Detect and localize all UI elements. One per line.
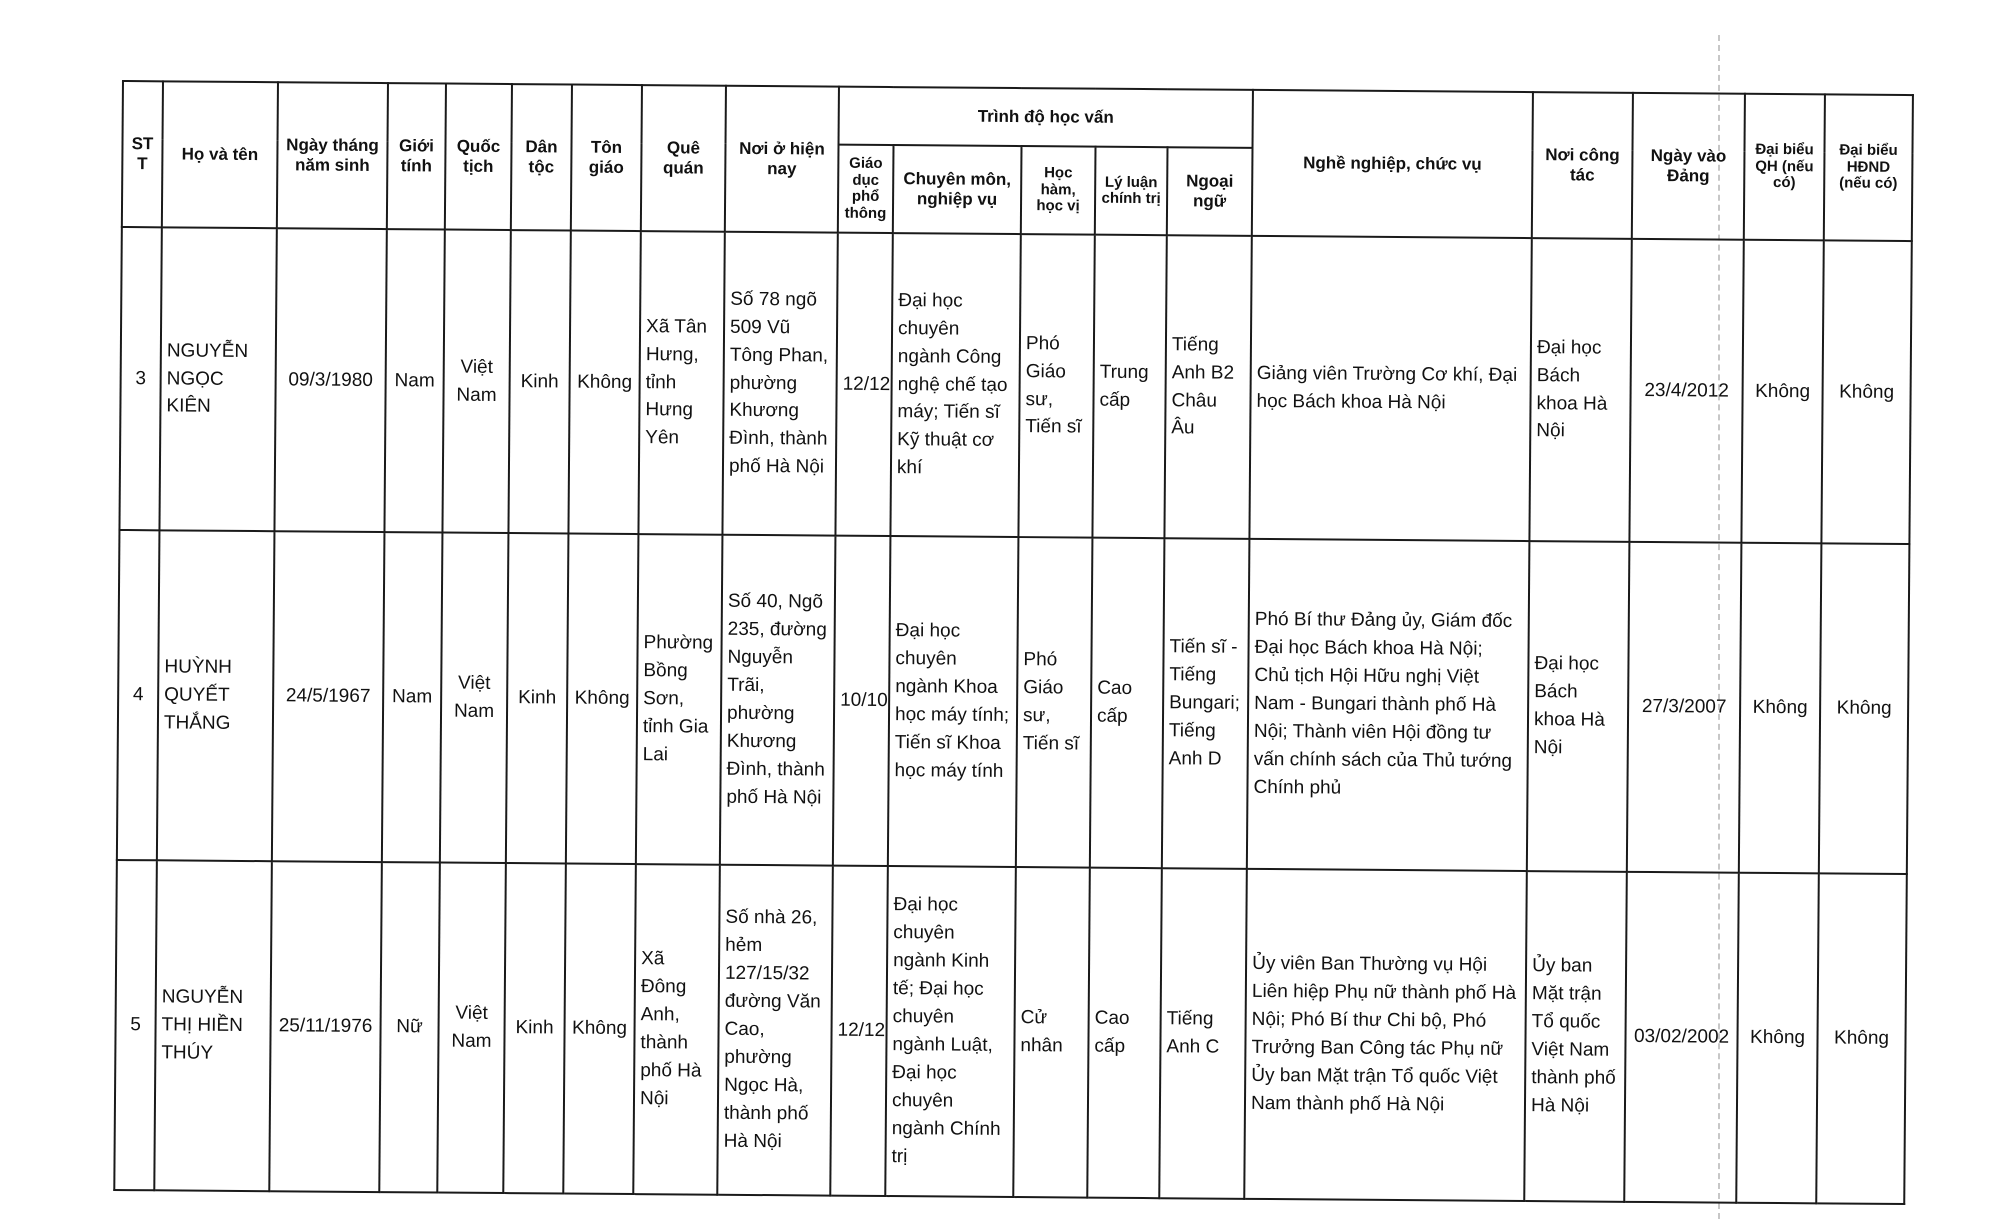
- header-que-quan: Quê quán: [641, 85, 726, 232]
- cell-stt: 4: [117, 530, 160, 860]
- cell-hoc-ham: Phó Giáo sư, Tiến sĩ: [1016, 537, 1093, 868]
- cell-ngoai-ngu: Tiếng Anh C: [1159, 868, 1247, 1199]
- cell-noi-cong-tac: Đại học Bách khoa Hà Nội: [1527, 541, 1630, 872]
- header-giao-duc: Giáo dục phổ thông: [838, 145, 894, 233]
- cell-gioi-tinh: Nữ: [379, 862, 440, 1192]
- cell-quoc-tich: Việt Nam: [440, 533, 509, 864]
- header-quoc-tich: Quốc tịch: [445, 84, 512, 231]
- cell-ngay-vao-dang: 27/3/2007: [1627, 542, 1742, 873]
- cell-dai-bieu-qh: Không: [1736, 873, 1819, 1204]
- cell-dai-bieu-hdnd: Không: [1821, 240, 1911, 544]
- cell-gioi-tinh: Nam: [384, 229, 444, 532]
- cell-stt: 5: [114, 860, 157, 1190]
- cell-giao-duc: 12/12: [835, 233, 892, 536]
- cell-dai-bieu-qh: Không: [1739, 543, 1822, 874]
- candidate-table: [113, 80, 1914, 1205]
- header-ho-ten: Họ và tên: [162, 81, 278, 228]
- cell-hoc-ham: Cử nhân: [1013, 867, 1090, 1198]
- cell-chuyen-mon: Đại học chuyên ngành Kinh tế; Đại học chuyên ngành Luật, Đại học chuyên ngành Chính trị: [885, 866, 1016, 1197]
- header-hoc-ham: Học hàm, học vị: [1021, 146, 1096, 235]
- cell-dan-toc: Kinh: [503, 863, 566, 1193]
- cell-ton-giao: Không: [563, 864, 636, 1195]
- cell-giao-duc: 12/12: [830, 866, 888, 1196]
- header-ngay-vao-dang: Ngày vào Đảng: [1632, 93, 1745, 240]
- header-dan-toc: Dân tộc: [511, 84, 572, 230]
- cell-chuyen-mon: Đại học chuyên ngành Công nghệ chế tạo máy; Tiến sĩ Kỹ thuật cơ khí: [890, 233, 1020, 537]
- cell-noi-o: Số 78 ngõ 509 Vũ Tông Phan, phường Khương Đình, thành phố Hà Nội: [722, 232, 837, 536]
- header-ngoai-ngu: Ngoại ngữ: [1167, 147, 1253, 236]
- cell-que-quan: Phường Bồng Sơn, tỉnh Gia Lai: [636, 534, 723, 865]
- cell-ngoai-ngu: Tiến sĩ - Tiếng Bungari; Tiếng Anh D: [1162, 538, 1250, 869]
- table-row: [117, 530, 1910, 874]
- cell-ho-ten: NGUYỄN THỊ HIỀN THÚY: [154, 860, 272, 1191]
- cell-ho-ten: HUỲNH QUYẾT THẮNG: [157, 530, 275, 861]
- header-dai-bieu-hdnd: Đại biểu HĐND (nếu có): [1824, 94, 1913, 241]
- cell-ngay-sinh: 09/3/1980: [274, 228, 386, 532]
- cell-ly-luan: Cao cấp: [1087, 868, 1162, 1199]
- cell-ngay-vao-dang: 03/02/2002: [1624, 872, 1739, 1203]
- header-ngay-sinh: Ngày tháng năm sinh: [277, 82, 388, 229]
- cell-ngoai-ngu: Tiếng Anh B2 Châu Âu: [1164, 235, 1251, 539]
- table-row: [119, 227, 1911, 544]
- cell-noi-cong-tac: Đại học Bách khoa Hà Nội: [1529, 238, 1631, 542]
- cell-ngay-sinh: 24/5/1967: [272, 531, 385, 862]
- header-noi-cong-tac: Nơi công tác: [1532, 92, 1633, 239]
- table-row: [114, 860, 1907, 1204]
- cell-quoc-tich: Việt Nam: [442, 230, 510, 534]
- cell-gioi-tinh: Nam: [382, 532, 443, 862]
- header-dai-bieu-qh: Đại biểu QH (nếu có): [1744, 94, 1825, 241]
- cell-nghe-nghiep: Giảng viên Trường Cơ khí, Đại học Bách khoa Hà Nội: [1249, 236, 1531, 541]
- cell-ly-luan: Trung cấp: [1092, 235, 1166, 539]
- cell-noi-o: Số nhà 26, hẻm 127/15/32 đường Văn Cao, phường Ngọc Hà, thành phố Hà Nội: [717, 865, 833, 1196]
- cell-que-quan: Xã Tân Hưng, tỉnh Hưng Yên: [638, 231, 724, 535]
- header-chuyen-mon: Chuyên môn, nghiệp vụ: [893, 145, 1022, 234]
- header-ly-luan: Lý luận chính trị: [1095, 147, 1168, 236]
- cell-ngay-vao-dang: 23/4/2012: [1629, 239, 1743, 543]
- cell-hoc-ham: Phó Giáo sư, Tiến sĩ: [1018, 234, 1094, 538]
- cell-que-quan: Xã Đông Anh, thành phố Hà Nội: [633, 864, 720, 1195]
- cell-nghe-nghiep: Ủy viên Ban Thường vụ Hội Liên hiệp Phụ nữ thành phố Hà Nội; Phó Bí thư Chi bộ, Phó Trưởng Ban Công tác Phụ nữ Ủy ban Mặt trận Tổ quốc Việt Nam thành phố Hà Nội: [1244, 869, 1527, 1201]
- cell-noi-cong-tac: Ủy ban Mặt trận Tổ quốc Việt Nam thành phố Hà Nội: [1524, 871, 1627, 1202]
- header-stt: ST T: [122, 81, 163, 227]
- header-ton-giao: Tôn giáo: [571, 85, 642, 232]
- cell-ton-giao: Không: [568, 231, 640, 535]
- cell-dan-toc: Kinh: [506, 533, 569, 863]
- cell-dan-toc: Kinh: [508, 230, 570, 533]
- cell-dai-bieu-hdnd: Không: [1816, 873, 1907, 1204]
- header-nghe-nghiep: Nghề nghiệp, chức vụ: [1252, 90, 1533, 238]
- header-noi-o: Nơi ở hiện nay: [725, 86, 839, 233]
- cell-noi-o: Số 40, Ngõ 235, đường Nguyễn Trãi, phường Khương Đình, thành phố Hà Nội: [720, 535, 836, 866]
- header-trinh-do-hoc-van: Trình độ học vấn: [839, 87, 1253, 148]
- cell-dai-bieu-hdnd: Không: [1819, 543, 1910, 874]
- cell-nghe-nghiep: Phó Bí thư Đảng ủy, Giám đốc Đại học Bách khoa Hà Nội; Chủ tịch Hội Hữu nghị Việt Nam - Bungari thành phố Hà Nội; Thành viên Hội đồng tư vấn chính sách của Thủ tướng Chính phủ: [1247, 539, 1530, 871]
- cell-chuyen-mon: Đại học chuyên ngành Khoa học máy tính; Tiến sĩ Khoa học máy tính: [888, 536, 1019, 867]
- cell-stt: 3: [119, 227, 161, 530]
- cell-ngay-sinh: 25/11/1976: [269, 861, 382, 1192]
- cell-quoc-tich: Việt Nam: [437, 863, 506, 1194]
- cell-giao-duc: 10/10: [833, 536, 891, 866]
- cell-dai-bieu-qh: Không: [1741, 240, 1823, 544]
- cell-ly-luan: Cao cấp: [1090, 538, 1165, 869]
- header-gioi-tinh: Giới tính: [387, 83, 446, 229]
- header-row-top: [123, 81, 1913, 153]
- cell-ton-giao: Không: [566, 534, 639, 865]
- cell-ho-ten: NGUYỄN NGỌC KIÊN: [159, 227, 276, 531]
